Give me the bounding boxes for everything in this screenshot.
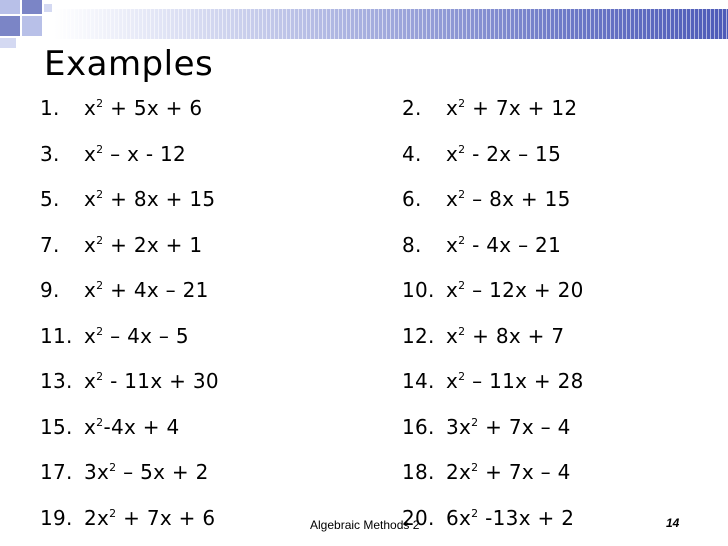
example-item: [402, 506, 574, 530]
expression-rest: + 7x – 4: [478, 414, 571, 439]
page-number: 14: [666, 516, 680, 530]
example-item: [40, 233, 202, 257]
example-number: 16.: [402, 414, 435, 439]
expression-rest: – 11x + 28: [465, 369, 584, 393]
example-number: 10.: [402, 278, 435, 302]
example-number: 15.: [40, 414, 73, 439]
expression-rest: + 8x + 15: [103, 187, 216, 211]
expression-base: x: [446, 278, 459, 302]
expression-rest: – 12x + 20: [465, 278, 584, 302]
example-item: [402, 187, 571, 211]
expression-base: x: [84, 414, 97, 439]
expression-rest: + 5x + 6: [103, 96, 203, 120]
exponent: 2: [96, 415, 104, 429]
example-number: 9.: [40, 278, 60, 302]
exponent: 2: [458, 370, 466, 383]
expression-rest: + 2x + 1: [103, 232, 203, 257]
example-item: [40, 142, 186, 166]
expression-base: 6x: [446, 505, 472, 530]
exponent: 2: [458, 188, 466, 201]
expression-base: x: [446, 369, 459, 393]
slide-title: Examples: [44, 44, 214, 84]
exponent: 2: [96, 97, 104, 110]
expression-base: x: [446, 187, 459, 211]
exponent: 2: [471, 415, 479, 429]
expression-base: 3x: [446, 414, 472, 439]
exponent: 2: [458, 279, 466, 292]
example-item: [40, 96, 202, 120]
expression-rest: + 8x + 7: [465, 323, 565, 348]
example-item: [40, 369, 219, 393]
example-number: 2.: [402, 96, 422, 120]
exponent: 2: [458, 142, 466, 156]
example-item: [402, 142, 561, 166]
exponent: 2: [96, 188, 104, 201]
expression-base: x: [446, 96, 459, 120]
expression-base: x: [446, 141, 459, 166]
exponent: 2: [96, 324, 104, 338]
example-number: 8.: [402, 232, 422, 257]
exponent: 2: [109, 461, 117, 474]
expression-rest: -4x + 4: [103, 414, 180, 439]
example-item: [40, 187, 215, 211]
example-number: 5.: [40, 187, 60, 211]
example-item: [402, 324, 564, 348]
example-number: 11.: [40, 323, 73, 348]
expression-rest: – 4x – 5: [103, 323, 189, 348]
example-number: 7.: [40, 232, 60, 257]
exponent: 2: [471, 506, 479, 520]
example-number: 1.: [40, 96, 60, 120]
example-number: 18.: [402, 460, 435, 484]
expression-rest: – 5x + 2: [116, 460, 209, 484]
expression-rest: + 7x + 6: [116, 505, 216, 530]
exponent: 2: [471, 461, 479, 474]
example-number: 12.: [402, 323, 435, 348]
example-item: [40, 506, 215, 530]
example-item: [402, 460, 571, 484]
example-item: [40, 278, 209, 302]
expression-rest: - 4x – 21: [465, 232, 562, 257]
exponent: 2: [96, 233, 104, 247]
example-number: 3.: [40, 141, 60, 166]
footer-text: Algebraic Methods 2: [310, 518, 420, 532]
example-item: [402, 96, 577, 120]
expression-base: x: [446, 323, 459, 348]
expression-rest: – 8x + 15: [465, 187, 571, 211]
example-number: 6.: [402, 187, 422, 211]
example-item: [402, 415, 571, 439]
expression-base: 2x: [84, 505, 110, 530]
example-item: [402, 233, 561, 257]
example-item: [40, 324, 189, 348]
expression-rest: – x - 12: [103, 141, 187, 166]
expression-rest: + 7x – 4: [478, 460, 571, 484]
header-gradient-bar: [54, 9, 728, 39]
expression-rest: + 7x + 12: [465, 96, 578, 120]
exponent: 2: [458, 324, 466, 338]
expression-base: 2x: [446, 460, 472, 484]
expression-rest: -13x + 2: [478, 505, 575, 530]
exponent: 2: [96, 370, 104, 383]
exponent: 2: [458, 97, 466, 110]
expression-base: x: [84, 96, 97, 120]
expression-base: x: [84, 323, 97, 348]
expression-base: x: [84, 369, 97, 393]
expression-base: x: [84, 278, 97, 302]
expression-rest: - 2x – 15: [465, 141, 562, 166]
example-item: [402, 369, 584, 393]
exponent: 2: [109, 506, 117, 520]
example-number: 19.: [40, 505, 73, 530]
expression-base: 3x: [84, 460, 110, 484]
example-number: 20.: [402, 505, 435, 530]
exponent: 2: [96, 279, 104, 292]
exponent: 2: [458, 233, 466, 247]
example-number: 14.: [402, 369, 435, 393]
expression-base: x: [84, 232, 97, 257]
expression-rest: - 11x + 30: [103, 369, 219, 393]
example-number: 4.: [402, 141, 422, 166]
example-number: 13.: [40, 369, 73, 393]
exponent: 2: [96, 142, 104, 156]
expression-rest: + 4x – 21: [103, 278, 209, 302]
expression-base: x: [84, 187, 97, 211]
example-number: 17.: [40, 460, 73, 484]
expression-base: x: [84, 141, 97, 166]
example-item: [40, 460, 209, 484]
example-item: [40, 415, 180, 439]
example-item: [402, 278, 584, 302]
expression-base: x: [446, 232, 459, 257]
